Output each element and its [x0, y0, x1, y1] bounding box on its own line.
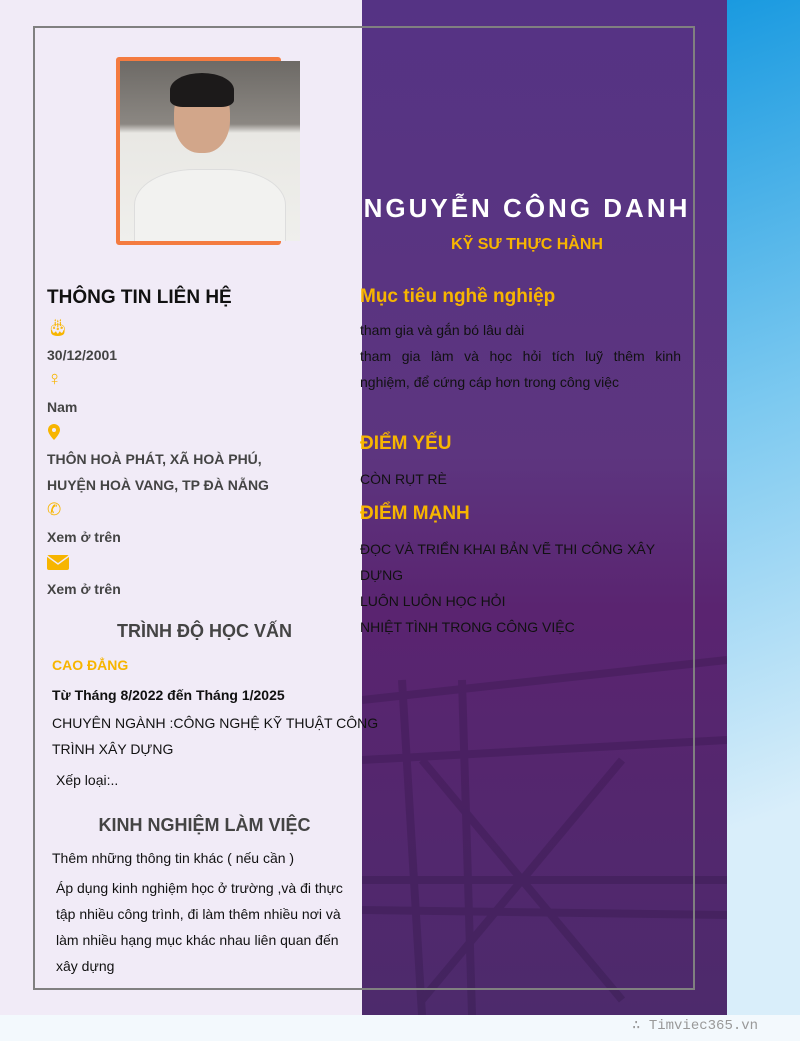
address-line-1: THÔN HOÀ PHÁT, XÃ HOÀ PHÚ,: [47, 451, 262, 467]
education-major-line-1: CHUYÊN NGÀNH :CÔNG NGHỆ KỸ THUẬT CÔNG: [52, 715, 379, 731]
experience-line: Áp dụng kinh nghiệm học ở trường ,và đi thực: [56, 880, 343, 896]
strength-item: DỰNG: [360, 567, 404, 583]
objective-line: tham gia làm và học hỏi tích luỹ thêm kinh: [360, 348, 681, 364]
birthday-cake-icon: 🎂︎: [47, 318, 69, 337]
objective-heading: Mục tiêu nghề nghiệp: [360, 286, 556, 307]
profile-photo: [120, 61, 300, 241]
candidate-name: NGUYỄN CÔNG DANH: [363, 193, 691, 223]
background-pattern: [727, 0, 800, 1015]
email: Xem ở trên: [47, 581, 121, 597]
address-line-2: HUYỆN HOÀ VANG, TP ĐÀ NẴNG: [47, 477, 269, 493]
weakness-item: CÒN RỤT RÈ: [360, 471, 447, 487]
education-heading: TRÌNH ĐỘ HỌC VẤN: [117, 621, 292, 641]
phone: Xem ở trên: [47, 529, 121, 545]
experience-line: làm nhiều hạng mục khác nhau liên quan đến: [56, 932, 339, 948]
education-period: Từ Tháng 8/2022 đến Tháng 1/2025: [52, 687, 285, 703]
strength-item: NHIỆT TÌNH TRONG CÔNG VIỆC: [360, 619, 575, 635]
strength-item: LUÔN LUÔN HỌC HỎI: [360, 593, 506, 609]
gender-icon: ♀: [47, 368, 62, 390]
education-grade: Xếp loại:..: [56, 772, 119, 788]
experience-line: tập nhiều công trình, đi làm thêm nhiều nơi và: [56, 906, 341, 922]
objective-line: nghiệm, để cứng cáp hơn trong công việc: [360, 374, 620, 390]
birthday: 30/12/2001: [47, 347, 118, 363]
weakness-heading: ĐIỂM YẾU: [360, 433, 452, 454]
strength-item: ĐỌC VÀ TRIỂN KHAI BẢN VẼ THI CÔNG XÂY: [360, 541, 656, 557]
education-level: CAO ĐẲNG: [52, 657, 129, 673]
location-pin-icon: [48, 424, 60, 445]
candidate-title: KỸ SƯ THỰC HÀNH: [451, 236, 603, 253]
strength-heading: ĐIỂM MẠNH: [360, 503, 470, 524]
gender: Nam: [47, 399, 78, 415]
contact-heading: THÔNG TIN LIÊN HỆ: [47, 287, 232, 308]
experience-heading: KINH NGHIỆM LÀM VIỆC: [98, 815, 311, 835]
experience-note: Thêm những thông tin khác ( nếu cần ): [52, 850, 295, 866]
experience-line: xây dựng: [56, 958, 115, 974]
objective-line: tham gia và gắn bó lâu dài: [360, 322, 525, 338]
email-icon: [47, 555, 69, 575]
watermark: ∴ Timviec365.vn: [632, 1018, 759, 1034]
phone-icon: ✆: [47, 500, 62, 519]
education-major-line-2: TRÌNH XÂY DỰNG: [52, 741, 174, 757]
